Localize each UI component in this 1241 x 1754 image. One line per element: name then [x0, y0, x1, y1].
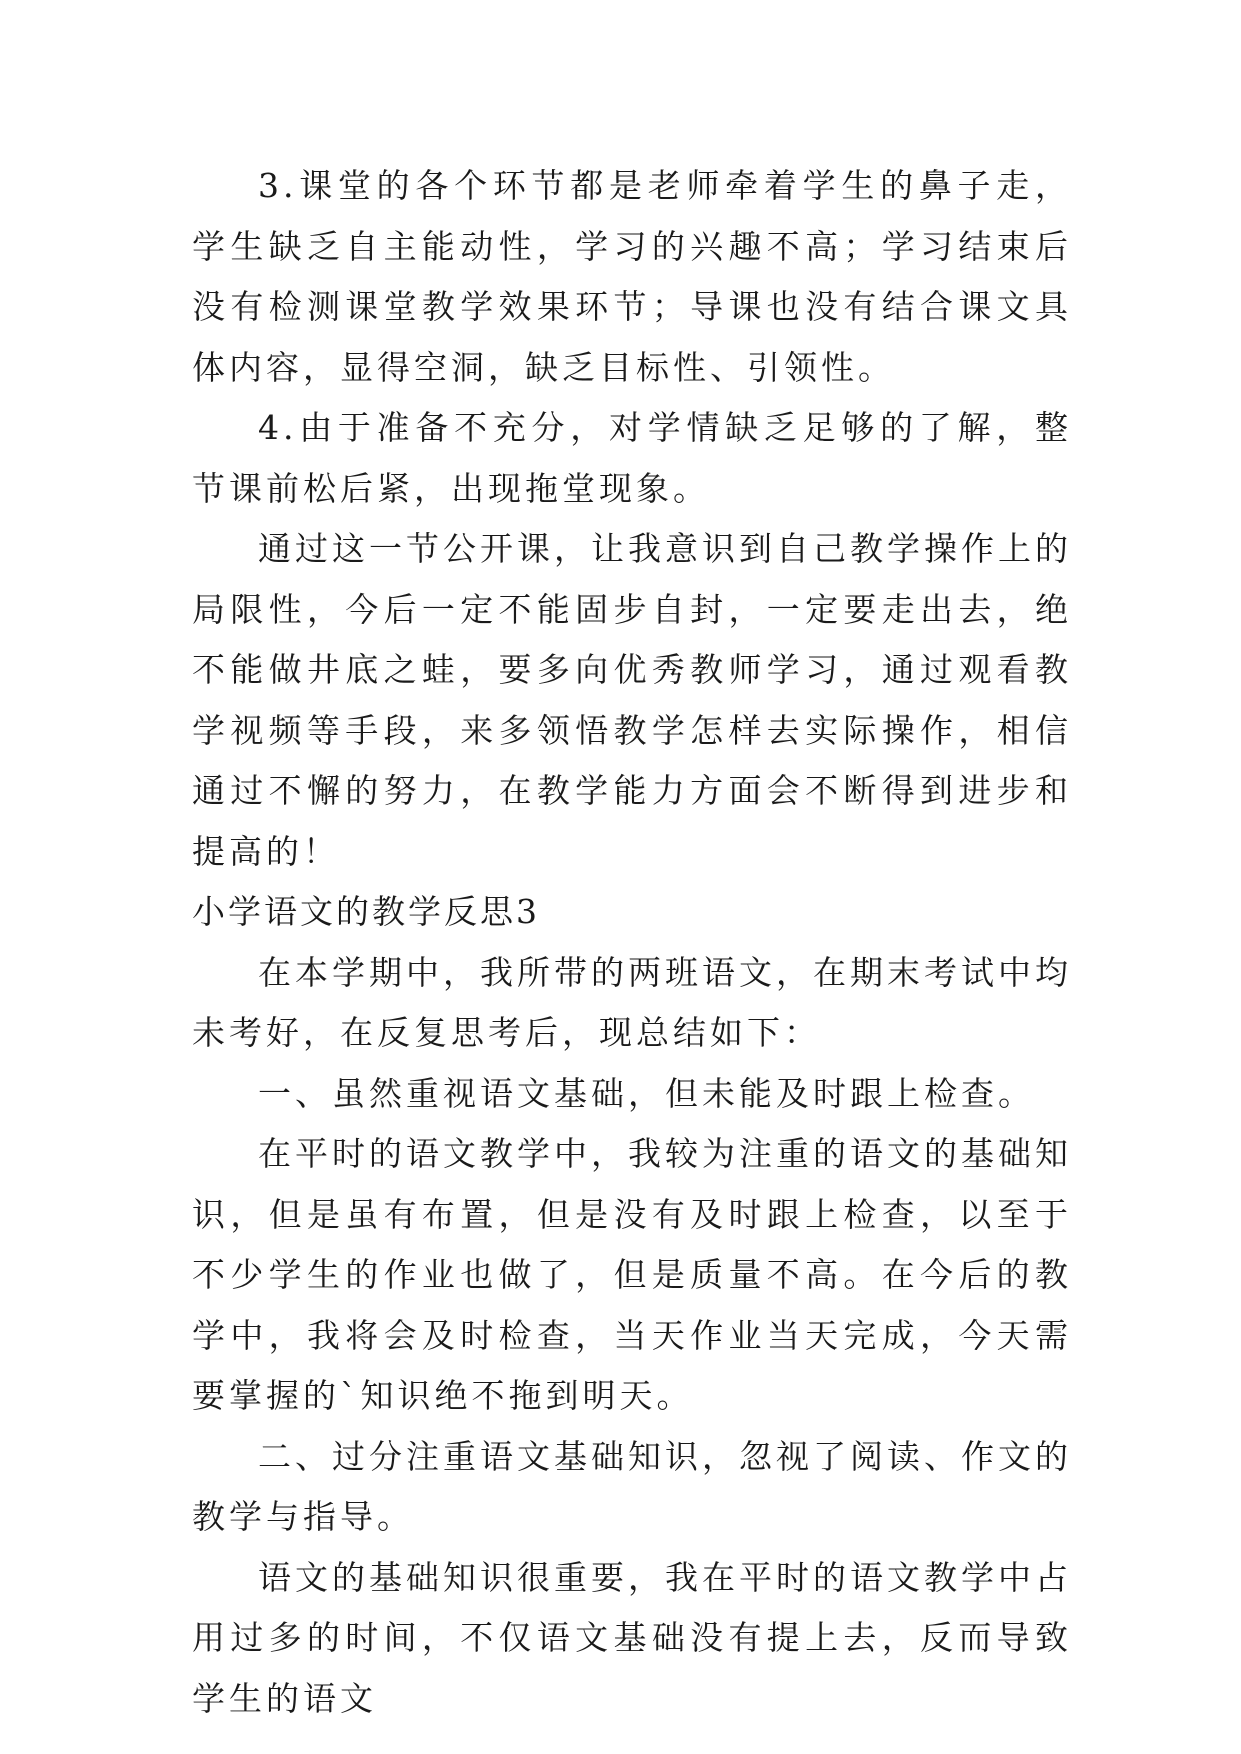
- paragraph-4: 4.由于准备不充分，对学情缺乏足够的了解，整节课前松后紧，出现拖堂现象。: [192, 408, 1072, 508]
- point-one-heading: 一、虽然重视语文基础，但未能及时跟上检查。: [258, 1073, 1035, 1113]
- paragraph-conclusion: 通过这一节公开课，让我意识到自己教学操作上的局限性，今后一定不能固步自封，一定要走出去，绝不能做井底之蛙，要多向优秀教师学习，通过观看教学视频等手段，来多领悟教学怎样去实际操作，相信通过不懈的努力，在教学能力方面会不断得到进步和提高的！: [192, 529, 1072, 871]
- point-two-paragraph: 语文的基础知识很重要，我在平时的语文教学中占用过多的时间，不仅语文基础没有提上去，反而导致学生的语文: [192, 1557, 1072, 1718]
- point-one-paragraph: 在平时的语文教学中，我较为注重的语文的基础知识，但是虽有布置，但是没有及时跟上检查，以至于不少学生的作业也做了，但是质量不高。在今后的教学中，我将会及时检查，当天作业当天完成，今天需要掌握的`知识绝不拖到明天。: [192, 1134, 1072, 1415]
- section-intro-paragraph: 在本学期中，我所带的两班语文，在期末考试中均未考好，在反复思考后，现总结如下：: [192, 952, 1072, 1052]
- paragraph-3: 3.课堂的各个环节都是老师牵着学生的鼻子走，学生缺乏自主能动性，学习的兴趣不高；学习结束后没有检测课堂教学效果环节；导课也没有结合课文具体内容，显得空洞，缺乏目标性、引领性。: [192, 166, 1072, 387]
- point-two-heading: 二、过分注重语文基础知识，忽视了阅读、作文的教学与指导。: [192, 1436, 1072, 1536]
- document-page: [192, 156, 1072, 1729]
- section-heading: 小学语文的教学反思3: [192, 892, 540, 931]
